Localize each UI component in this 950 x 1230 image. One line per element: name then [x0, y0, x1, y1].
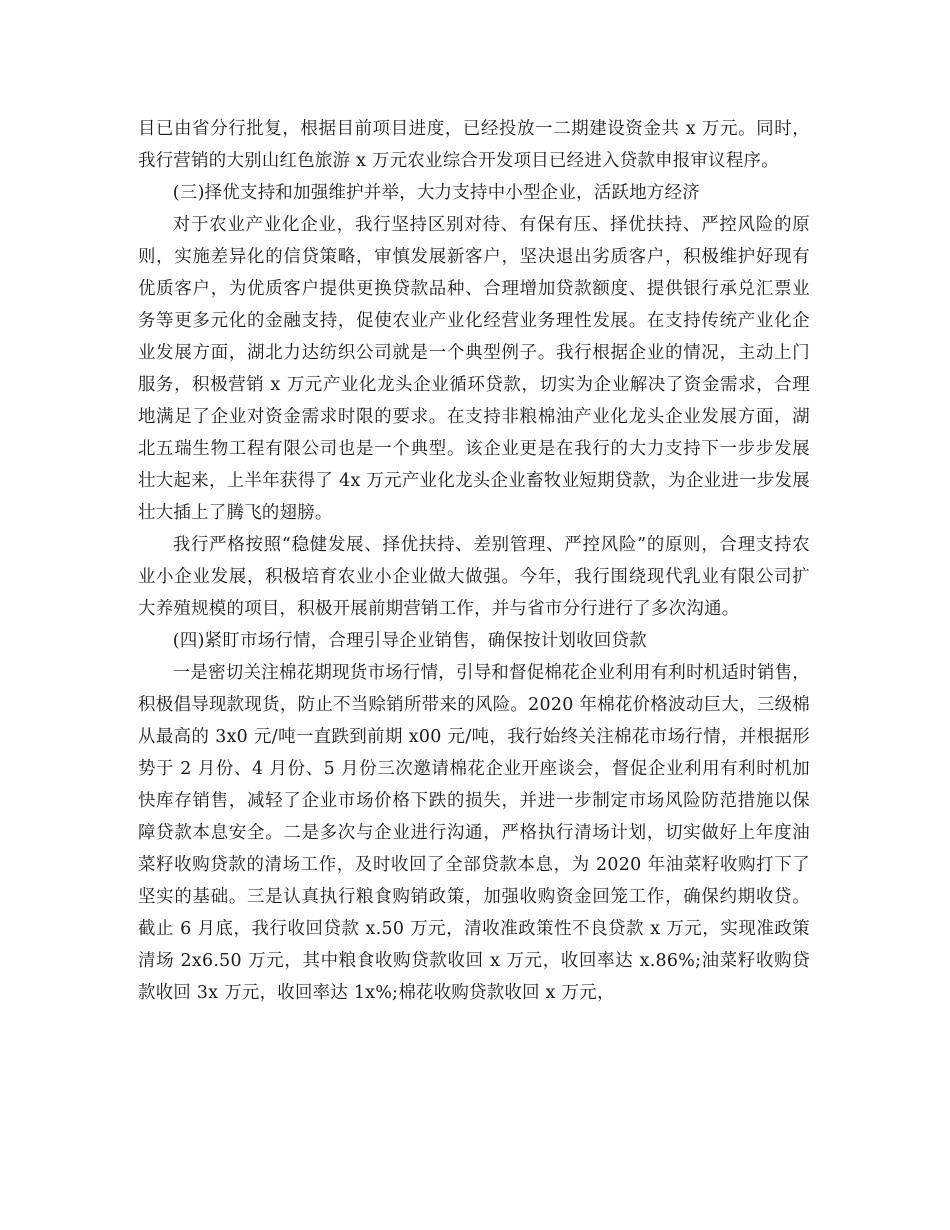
- paragraph-agri-industrialization: 对于农业产业化企业，我行坚持区别对待、有保有压、择优扶持、严控风险的原则，实施差异化的信贷策略，审慎发展新客户，坚决退出劣质客户，积极维护好现有优质客户，为优质客户提供更换贷款品种、合理增加贷款额度、提供银行承兑汇票业务等更多元化的金融支持，促使农业产业化经营业务理性发展。在支持传统产业化企业发展方面，湖北力达纺织公司就是一个典型例子。我行根据企业的情况，主动上门服务，积极营销 x 万元产业化龙头企业循环贷款，切实为企业解决了资金需求，合理地满足了企业对资金需求时限的要求。在支持非粮棉油产业化龙头企业发展方面，湖北五瑞生物工程有限公司也是一个典型。该企业更是在我行的大力支持下一步步发展壮大起来，上半年获得了 4x 万元产业化龙头企业畜牧业短期贷款，为企业进一步发展壮大插上了腾飞的翅膀。: [138, 215, 810, 523]
- paragraph-small-enterprise: 我行严格按照“稳健发展、择优扶持、差别管理、严控风险”的原则，合理支持农业小企业发展，积极培育农业小企业做大做强。今年，我行围绕现代乳业有限公司扩大养殖规模的项目，积极开展前期营销工作，并与省市分行进行了多次沟通。: [138, 535, 810, 619]
- section-heading-4: (四)紧盯市场行情，合理引导企业销售，确保按计划收回贷款: [172, 631, 647, 651]
- paragraph-continuation: 目已由省分行批复，根据目前项目进度，已经投放一二期建设资金共 x 万元。同时，我行营销的大别山红色旅游 x 万元农业综合开发项目已经进入贷款申报审议程序。: [138, 119, 810, 171]
- document-page: [138, 113, 810, 1009]
- section-heading-3: (三)择优支持和加强维护并举，大力支持中小型企业，活跃地方经济: [172, 183, 700, 203]
- paragraph-market-monitoring: 一是密切关注棉花期现货市场行情，引导和督促棉花企业利用有利时机适时销售，积极倡导现款现货，防止不当赊销所带来的风险。2020 年棉花价格波动巨大，三级棉从最高的 3x0 元/吨一直跌到前期 x00 元/吨，我行始终关注棉花市场行情，并根据形势于 2 月份、4 月份、5 月份三次邀请棉花企业开座谈会，督促企业利用有利时机加快库存销售，减轻了企业市场价格下跌的损失，并进一步制定市场风险防范措施以保障贷款本息安全。二是多次与企业进行沟通，严格执行清场计划，切实做好上年度油菜籽收购贷款的清场工作，及时收回了全部贷款本息，为 2020 年油菜籽收购打下了坚实的基础。三是认真执行粮食购销政策，加强收购资金回笼工作，确保约期收贷。截止 6 月底，我行收回贷款 x.50 万元，清收准政策性不良贷款 x 万元，实现准政策清场 2x6.50 万元，其中粮食收购贷款收回 x 万元，收回率达 x.86%;油菜籽收购贷款收回 3x 万元，收回率达 1x%;棉花收购贷款收回 x 万元，: [138, 663, 810, 1003]
